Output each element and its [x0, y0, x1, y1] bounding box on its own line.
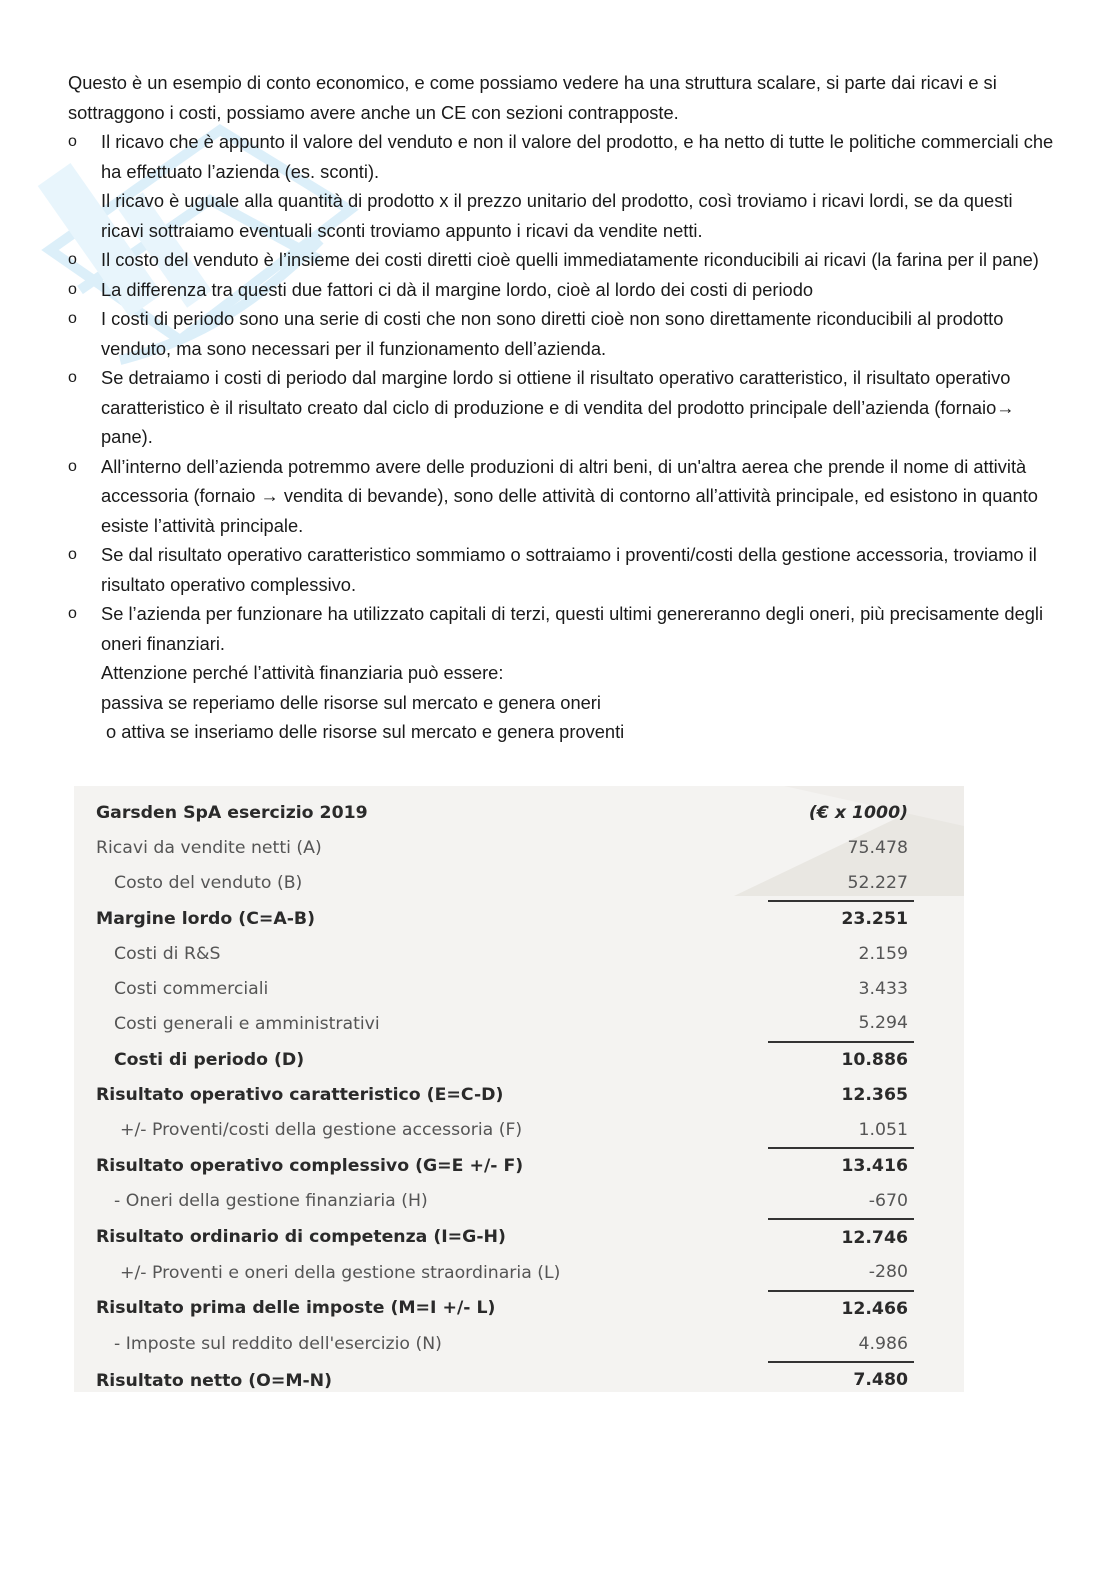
table-row — [96, 1078, 914, 1113]
row-label: +/- Proventi/costi della gestione accessoria (F) — [120, 1120, 523, 1141]
list-item-text: o attiva se inseriamo delle risorse sul mercato e genera proventi — [106, 721, 625, 742]
row-value: 75.478 — [847, 838, 908, 859]
row-label: - Oneri della gestione finanziaria (H) — [114, 1191, 428, 1212]
row-value: 52.227 — [768, 865, 914, 901]
statement-title: Garsden SpA esercizio 2019 — [96, 803, 368, 824]
row-value: -280 — [768, 1255, 914, 1291]
list-item — [68, 245, 1058, 275]
row-label: +/- Proventi e oneri della gestione straordinaria (L) — [120, 1262, 561, 1283]
row-label: Costi di periodo (D) — [114, 1049, 305, 1070]
income-statement-figure — [74, 786, 964, 1392]
text-block — [68, 68, 1058, 747]
bullet-icon: o — [68, 546, 77, 563]
table-header-row — [96, 796, 914, 831]
table-row — [96, 901, 914, 937]
row-label: Risultato operativo complessivo (G=E +/- F) — [96, 1155, 524, 1176]
row-value: 12.746 — [841, 1227, 908, 1248]
row-value: 5.294 — [768, 1006, 914, 1042]
list-item — [68, 127, 1058, 245]
list-item-text: Se detraiamo i costi di periodo dal margine lordo si ottiene il risultato operativo caratteristico, il risultato operativo caratteristico è il risultato creato dal ciclo di produzione e di vendita del prodotto principale dell’azienda (fornaio→ pane). — [101, 367, 1015, 447]
list-item-text: All’interno dell’azienda potremmo avere delle produzioni di altri beni, di un'altra aerea che prende il nome di attività accessoria (fornaio → vendita di bevande), sono delle attività di contorno all’attività principale, ed esistono in quanto esiste l’attività principale. — [101, 455, 1038, 536]
table-row — [96, 971, 914, 1006]
list-item — [68, 540, 1058, 599]
row-label: Costi commerciali — [114, 978, 269, 999]
table-row — [96, 1219, 914, 1255]
list-item — [68, 275, 1058, 305]
row-value: 23.251 — [841, 909, 908, 930]
list-item — [68, 304, 1058, 363]
table-row — [96, 1291, 914, 1327]
income-statement-table — [96, 796, 914, 1392]
row-value: 3.433 — [858, 978, 908, 999]
list-item-text: Il ricavo è uguale alla quantità di prodotto x il prezzo unitario del prodotto, così troviamo i ricavi lordi, se da questi ricavi sottraiamo eventuali sconti troviamo appunto i ricavi da vendite netti. — [101, 190, 1013, 241]
list-item-text: Il ricavo che è appunto il valore del venduto e non il valore del prodotto, e ha netto di tutte le politiche commerciali che ha effettuato l’azienda (es. sconti). — [101, 131, 1054, 182]
row-label: Ricavi da vendite netti (A) — [96, 838, 322, 859]
table-row — [96, 831, 914, 866]
list-item — [68, 363, 1058, 452]
list-item-text: Il costo del venduto è l’insieme dei costi diretti cioè quelli immediatamente riconducibili ai ricavi (la farina per il pane) — [101, 249, 1039, 270]
row-label: Risultato ordinario di competenza (I=G-H) — [96, 1227, 506, 1248]
row-label: Risultato netto (O=M-N) — [96, 1370, 333, 1391]
table-row — [96, 1255, 914, 1291]
bullet-icon: o — [68, 280, 77, 298]
intro-paragraph: Questo è un esempio di conto economico, e come possiamo vedere ha una struttura scalare, si parte dai ricavi e si sottraggono i costi, possiamo avere anche un CE con sezioni contrapposte. — [68, 72, 997, 123]
table-row — [96, 1148, 914, 1184]
bullet-icon: o — [68, 133, 77, 150]
row-label: Costi di R&S — [114, 944, 221, 965]
row-value: 2.159 — [858, 944, 908, 965]
bullet-list — [68, 127, 1058, 747]
list-item — [68, 599, 1058, 747]
table-row — [96, 1112, 914, 1148]
row-value: 1.051 — [768, 1112, 914, 1148]
list-item-text: Se dal risultato operativo caratteristico sommiamo o sottraiamo i proventi/costi della gestione accessoria, troviamo il risultato operativo complessivo. — [101, 544, 1037, 595]
row-value: -670 — [768, 1184, 914, 1220]
row-label: Risultato prima delle imposte (M=I +/- L) — [96, 1298, 496, 1319]
table-row — [96, 937, 914, 972]
row-value: 10.886 — [841, 1050, 908, 1071]
list-item-text: passiva se reperiamo delle risorse sul mercato e genera oneri — [101, 691, 601, 713]
list-item-text: La differenza tra questi due fattori ci dà il margine lordo, cioè al lordo dei costi di periodo — [101, 278, 814, 300]
bullet-icon: o — [68, 310, 77, 327]
row-value: 12.365 — [841, 1084, 908, 1105]
bullet-icon: o — [68, 605, 77, 622]
row-value: 12.466 — [841, 1298, 908, 1319]
table-row — [96, 1006, 914, 1042]
statement-unit: (€ x 1000) — [808, 803, 908, 824]
row-value: 4.986 — [768, 1326, 914, 1362]
row-label: Costo del venduto (B) — [114, 873, 303, 894]
list-item-text: Attenzione perché l’attività finanziaria può essere: — [101, 662, 504, 683]
bullet-icon: o — [68, 369, 77, 386]
row-label: Risultato operativo caratteristico (E=C-D) — [96, 1084, 504, 1105]
table-row — [96, 865, 914, 901]
row-value: 13.416 — [841, 1156, 908, 1177]
list-item-text: I costi di periodo sono una serie di costi che non sono diretti cioè non sono direttamente riconducibili al prodotto venduto, ma sono necessari per il funzionamento dell’azienda. — [101, 308, 1004, 359]
table-row — [96, 1362, 914, 1392]
list-item — [68, 452, 1058, 541]
bullet-icon: o — [68, 457, 77, 475]
row-value: 7.480 — [768, 1362, 914, 1392]
table-row — [96, 1042, 914, 1078]
table-row — [96, 1184, 914, 1220]
row-label: Costi generali e amministrativi — [114, 1013, 380, 1034]
row-label: Margine lordo (C=A-B) — [96, 908, 315, 929]
bullet-icon: o — [68, 251, 77, 268]
table-row — [96, 1326, 914, 1362]
row-label: - Imposte sul reddito dell'esercizio (N) — [114, 1334, 442, 1355]
list-item-text: Se l’azienda per funzionare ha utilizzato capitali di terzi, questi ultimi genereranno degli oneri, più precisamente degli oneri finanziari. — [101, 603, 1044, 654]
